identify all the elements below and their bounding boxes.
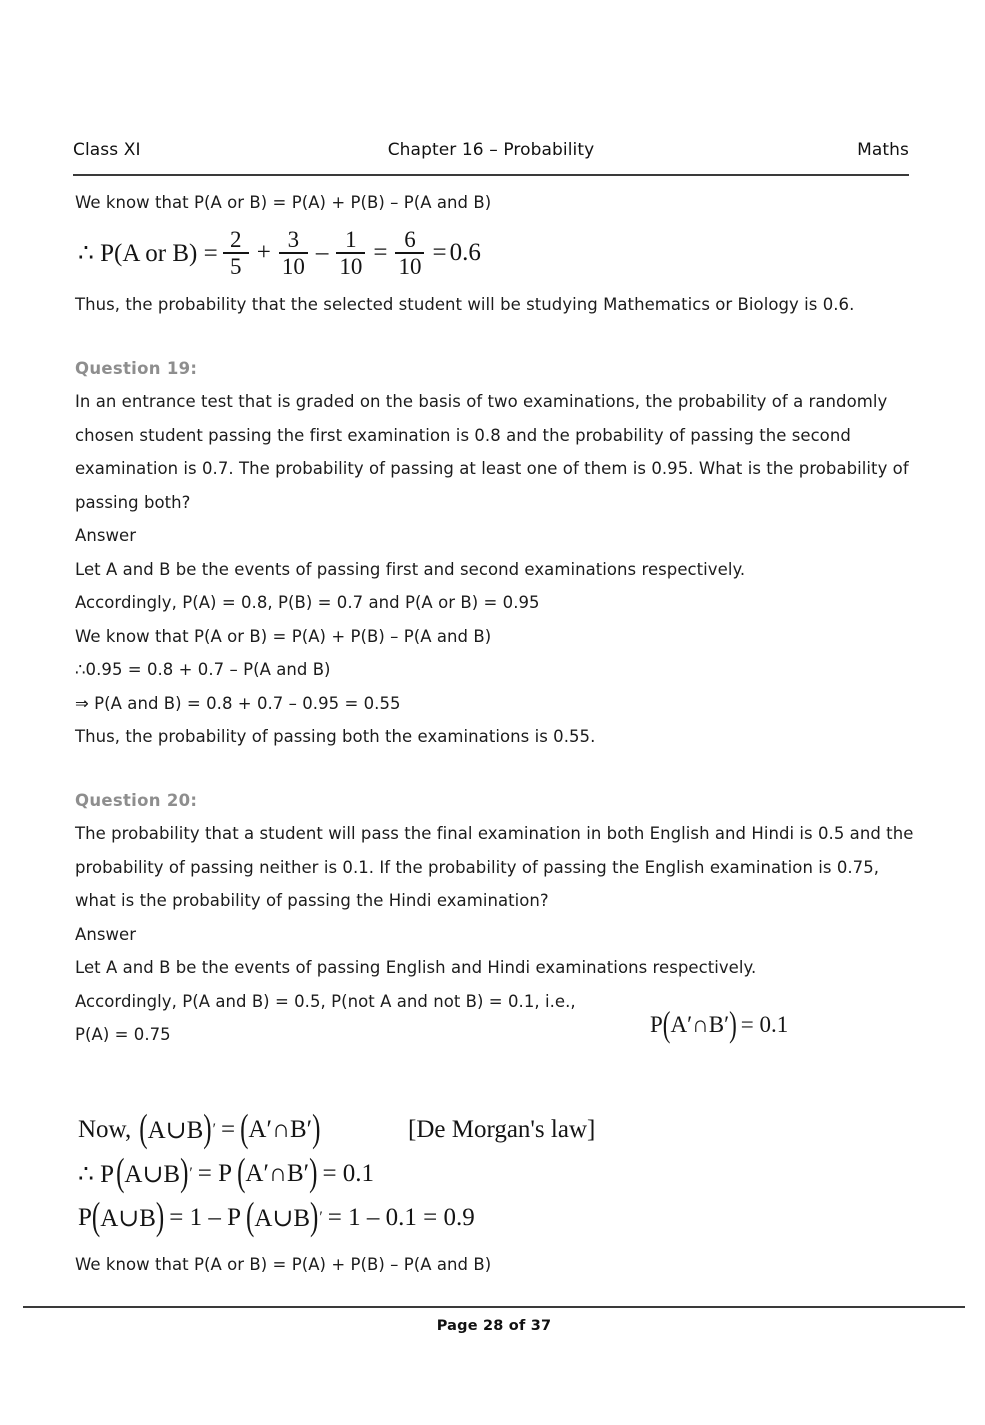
inline-equation-complement-intersection bbox=[650, 1004, 789, 1044]
question-20-step-accordingly: Accordingly, P(A and B) = 0.5, P(not A and not B) = 0.1, i.e., bbox=[75, 991, 576, 1011]
header-class-label: Class XI bbox=[73, 140, 141, 160]
math-line3-inner-1: A∪B bbox=[100, 1205, 156, 1232]
equation-prefix: ∴ P(A or B) = bbox=[78, 240, 218, 268]
math-line-probability-union bbox=[78, 1196, 938, 1240]
numerator: 6 bbox=[404, 227, 416, 252]
inline-eq-cap: ∩ bbox=[692, 1012, 709, 1037]
question-20-heading: Question 20: bbox=[75, 790, 198, 810]
intro-block bbox=[75, 186, 915, 220]
fraction-6-10 bbox=[395, 228, 424, 279]
math-line1-close-paren-2: ) bbox=[312, 1108, 321, 1151]
math-line2-close-paren-2: ) bbox=[309, 1152, 318, 1195]
de-morgan-law-note: [De Morgan's law] bbox=[408, 1116, 596, 1143]
math-line1-prime-1: ′ bbox=[212, 1121, 216, 1138]
page-header bbox=[73, 140, 909, 176]
math-line2-lead: ∴ P bbox=[78, 1161, 115, 1188]
math-line-probability-complement bbox=[78, 1152, 938, 1196]
inline-eq-p: P bbox=[650, 1012, 663, 1037]
math-line1-open-paren-1: ( bbox=[139, 1108, 148, 1151]
math-line2-open-paren-2: ( bbox=[237, 1152, 246, 1195]
math-line3-open-paren-1: ( bbox=[91, 1196, 101, 1239]
question-20-text: The probability that a student will pass the final examination in both English and Hindi is 0.5 and the probability of passing neither is 0.1. If the probability of passing the English examination is 0.75, what is the probability of passing the Hindi examination? bbox=[75, 824, 914, 910]
question-19-step-3: We know that P(A or B) = P(A) + P(B) – P(A and B) bbox=[75, 626, 492, 646]
numerator: 1 bbox=[345, 227, 357, 252]
question-20-step-let: Let A and B be the events of passing English and Hindi examinations respectively. bbox=[75, 958, 757, 977]
main-text-flow bbox=[75, 288, 915, 1052]
question-19-step-2: Accordingly, P(A) = 0.8, P(B) = 0.7 and P(A or B) = 0.95 bbox=[75, 593, 540, 612]
math-line2-inner-2: A′∩B′ bbox=[245, 1160, 310, 1187]
de-morgan-math-block bbox=[78, 1108, 938, 1240]
question-19-heading: Question 19: bbox=[75, 358, 198, 378]
denominator: 5 bbox=[229, 254, 242, 280]
question-19-text: In an entrance test that is graded on the basis of two examinations, the probability of a randomly chosen student passing the first examination is 0.8 and the probability of passing the second examination is 0.7. The probability of passing at least one of them is 0.95. What is the probability of passing both? bbox=[75, 392, 909, 512]
page-footer bbox=[23, 1306, 965, 1334]
inline-eq-a-prime: A′ bbox=[670, 1012, 693, 1037]
math-line1-equals: = bbox=[220, 1116, 236, 1143]
math-line3-close-paren-1: ) bbox=[155, 1196, 165, 1239]
math-line2-equals-1: = P bbox=[197, 1160, 233, 1187]
math-line1-inner-1: A∪B bbox=[147, 1117, 204, 1144]
inline-eq-open-paren: ( bbox=[662, 1004, 671, 1044]
operator-minus: – bbox=[315, 239, 329, 267]
math-line1-inner-2: A′∩B′ bbox=[248, 1116, 313, 1143]
question-19-step-4: ∴0.95 = 0.8 + 0.7 – P(A and B) bbox=[75, 660, 331, 679]
operator-equals-2: = bbox=[432, 239, 447, 267]
math-line-de-morgan-identity bbox=[78, 1108, 938, 1152]
math-line3-lead: P bbox=[78, 1204, 92, 1231]
math-line1-open-paren-2: ( bbox=[240, 1108, 249, 1151]
addition-rule-line-bottom: We know that P(A or B) = P(A) + P(B) – P(A and B) bbox=[75, 1255, 492, 1274]
denominator: 10 bbox=[339, 254, 363, 280]
fraction-2-5 bbox=[223, 228, 249, 279]
fraction-1-10 bbox=[336, 228, 365, 279]
math-line1-close-paren-1: ) bbox=[203, 1108, 212, 1151]
math-line2-open-paren-1: ( bbox=[116, 1152, 125, 1195]
math-line3-inner-2: A∪B bbox=[254, 1205, 311, 1232]
section-gap-2 bbox=[75, 754, 915, 784]
section-gap bbox=[75, 322, 915, 352]
header-chapter-title: Chapter 16 – Probability bbox=[387, 140, 595, 160]
header-subject-label: Maths bbox=[857, 140, 909, 160]
numerator: 2 bbox=[229, 227, 242, 252]
math-line2-equals-2: = 0.1 bbox=[322, 1160, 375, 1187]
operator-plus: + bbox=[256, 239, 271, 267]
question-20-answer-label: Answer bbox=[75, 924, 137, 944]
math-line2-inner-1: A∪B bbox=[124, 1161, 181, 1188]
inline-eq-close-paren: ) bbox=[729, 1004, 737, 1044]
closing-block bbox=[75, 1248, 915, 1282]
math-line2-prime-1: ′ bbox=[189, 1165, 193, 1182]
question-19-conclusion: Thus, the probability of passing both the examinations is 0.55. bbox=[75, 727, 596, 746]
math-line3-open-paren-2: ( bbox=[246, 1196, 255, 1239]
numerator: 3 bbox=[287, 227, 300, 252]
math-line2-close-paren-1: ) bbox=[180, 1152, 189, 1195]
question-19-step-5: ⇒ P(A and B) = 0.8 + 0.7 – 0.95 = 0.55 bbox=[75, 693, 401, 713]
inline-eq-equals: = 0.1 bbox=[740, 1012, 789, 1037]
math-line3-prime-2: ′ bbox=[319, 1209, 323, 1226]
inline-eq-b-prime: B′ bbox=[708, 1012, 730, 1037]
math-line3-equals-2: = 1 – 0.1 = 0.9 bbox=[327, 1204, 475, 1231]
denominator: 10 bbox=[398, 254, 422, 280]
math-line3-equals-1: = 1 – P bbox=[169, 1204, 242, 1231]
math-line1-lead: Now, bbox=[78, 1116, 132, 1143]
operator-equals-1: = bbox=[373, 239, 388, 267]
equation-result: 0.6 bbox=[449, 239, 481, 267]
conclusion-question-18: Thus, the probability that the selected student will be studying Mathematics or Biology is 0.6. bbox=[75, 295, 855, 314]
denominator: 10 bbox=[281, 254, 305, 280]
question-20-step-pa: P(A) = 0.75 bbox=[75, 1025, 171, 1044]
question-19-answer-label: Answer bbox=[75, 526, 137, 545]
math-line3-close-paren-2: ) bbox=[310, 1196, 319, 1239]
fraction-3-10 bbox=[279, 228, 308, 279]
addition-rule-line-top: We know that P(A or B) = P(A) + P(B) – P(A and B) bbox=[75, 193, 492, 212]
equation-probability-a-or-b bbox=[78, 228, 481, 279]
question-19-step-1: Let A and B be the events of passing first and second examinations respectively. bbox=[75, 559, 746, 579]
page-number-label: Page 28 of 37 bbox=[436, 1318, 552, 1334]
